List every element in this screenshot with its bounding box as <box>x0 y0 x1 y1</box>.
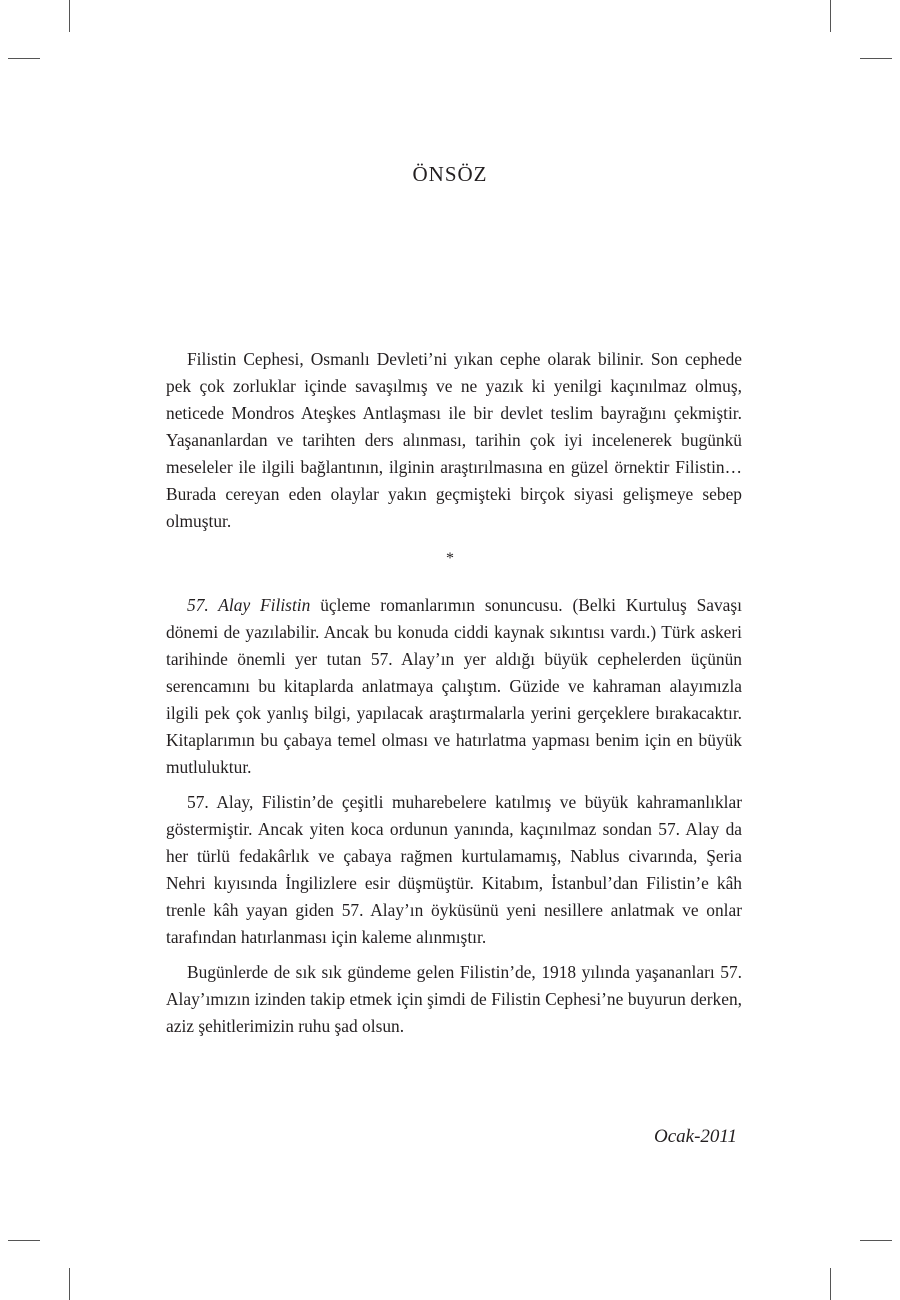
paragraph-2-text: üçleme romanlarımın sonuncusu. (Belki Kurtuluş Savaşı dönemi de yazılabilir. Ancak bu konuda ciddi kaynak sıkıntısı vardı.) Türk askeri tarihinde önemli yer tutan 57. Alay’ın yer aldığı büyük cephelerden üçünün serencamını bu kitaplarda anlatmaya çalıştım. Güzide ve kahraman alayımızla ilgili pek çok yanlış bilgi, yapılacak araştırmalarla yerini gerçeklere bırakacaktır. Kitaplarımın bu çabaya temel olması ve hatırlatma yapması benim için en büyük mutluluktur. <box>166 595 742 777</box>
paragraph-4-text: Bugünlerde de sık sık gündeme gelen Filistin’de, 1918 yılında yaşananları 57. Alay’ımızın izinden takip etmek için şimdi de Filistin Cephesi’ne buyurun derken, aziz şehitlerimizin ruhu şad olsun. <box>166 962 742 1036</box>
section-separator: * <box>446 550 454 567</box>
date-signature: Ocak-2011 <box>653 1126 737 1147</box>
main-section <box>166 592 742 1048</box>
paragraph-4 <box>166 959 742 1040</box>
crop-mark-top-left-horizontal <box>8 58 40 59</box>
crop-mark-top-right-vertical <box>830 0 831 32</box>
paragraph-3 <box>166 789 742 951</box>
paragraph-3-text: 57. Alay, Filistin’de çeşitli muharebelere katılmış ve büyük kahramanlıklar göstermiştir. Ancak yiten koca ordunun yanında, kaçınılmaz sondan 57. Alay da her türlü fedakârlık ve çabaya rağmen kurtulamamış, Nablus civarında, Şeria Nehri kıyısında İngilizlere esir düşmüştür. Kitabım, İstanbul’dan Filistin’e kâh trenle kâh yayan giden 57. Alay’ın öyküsünü yeni nesillere anlatmak ve onlar tarafından hatırlanması için kaleme alınmıştır. <box>166 792 742 947</box>
crop-mark-bottom-left-horizontal <box>8 1240 40 1241</box>
paragraph-1 <box>166 346 742 535</box>
crop-mark-bottom-right-horizontal <box>860 1240 892 1241</box>
crop-mark-top-left-vertical <box>69 0 70 32</box>
paragraph-2 <box>166 592 742 781</box>
paragraph-2-italic-lead: 57. Alay Filistin <box>187 595 311 615</box>
crop-mark-bottom-left-vertical <box>69 1268 70 1300</box>
intro-section <box>166 346 742 543</box>
paragraph-1-text: Filistin Cephesi, Osmanlı Devleti’ni yıkan cephe olarak bilinir. Son cephede pek çok zorluklar içinde savaşılmış ve ne yazık ki yenilgi kaçınılmaz olmuş, neticede Mondros Ateşkes Antlaşması ile bir devlet teslim bayrağını çekmiştir. Yaşananlardan ve tarihten ders alınması, tarihin çok iyi incelenerek bugünkü meseleler ile ilgili bağlantının, ilginin araştırılmasına en güzel örnektir Filistin… Burada cereyan eden olaylar yakın geçmişteki birçok siyasi gelişmeye sebep olmuştur. <box>166 349 742 531</box>
page-title: ÖNSÖZ <box>412 162 488 186</box>
crop-mark-top-right-horizontal <box>860 58 892 59</box>
crop-mark-bottom-right-vertical <box>830 1268 831 1300</box>
